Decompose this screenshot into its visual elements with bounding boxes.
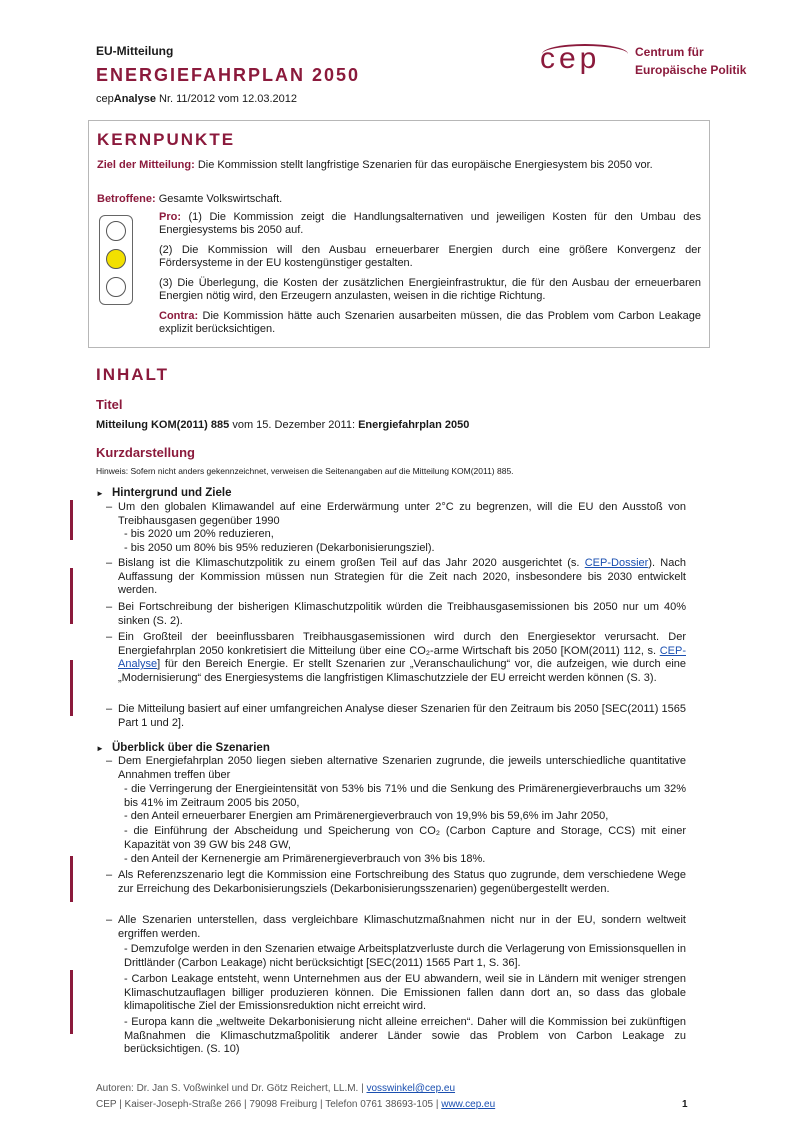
dash-bullet-icon: –	[106, 557, 113, 569]
ref-bold: Analyse	[113, 93, 156, 105]
traffic-light-bottom	[106, 277, 126, 297]
analysis-reference	[96, 92, 297, 106]
kp-pro-1-text: (1) Die Kommission zeigt die Handlungsalternativen und jeweiligen Kosten für den Umbau des Energiesystems bis 2050 auf.	[159, 211, 701, 236]
document-title: ENERGIEFAHRPLAN 2050	[96, 65, 361, 85]
sub-item: - Demzufolge werden in den Szenarien etwaige Arbeitsplatzverluste durch die Verlagerung von Emissionsquellen in Drittländer (Carbon Leakage) nicht berücksichtigt [SEC(2011) 1565 Part 1, S. 36].	[124, 943, 686, 969]
list-item	[106, 755, 686, 782]
list-item	[106, 557, 686, 598]
list-item	[106, 914, 686, 941]
sub-item: - Europa kann die „weltweite Dekarbonisierung nicht alleine erreichen“. Daher will die Kommission bei zukünftigen Maßnahmen die Klimaschutzmaßpolitik anderer Länder sowie das Problem von Carbon Leakage zu berücksichtigen. (S. 10)	[124, 1016, 686, 1056]
footer-address	[96, 1098, 495, 1112]
sub-item: - den Anteil der Kernenergie am Primärenergieverbrauch von 3% bis 18%.	[124, 853, 486, 865]
kp-contra-label: Contra:	[159, 310, 199, 322]
footer-address-text: CEP | Kaiser-Joseph-Straße 266 | 79098 Freiburg | Telefon 0761 38693-105 |	[96, 1099, 442, 1110]
page-number: 1	[682, 1099, 688, 1110]
triangle-bullet-icon: ►	[96, 489, 104, 498]
kp-pro-label: Pro:	[159, 211, 181, 223]
hinweis-note: Hinweis: Sofern nicht anders gekennzeichnet, verweisen die Seitenangaben auf die Mitteilung KOM(2011) 885.	[96, 466, 514, 476]
list-item-text: Alle Szenarien unterstellen, dass vergleichbare Klimaschutzmaßnahmen nicht nur in der EU, sondern weltweit ergriffen werden.	[118, 914, 686, 940]
margin-bar	[70, 970, 73, 1034]
list-item-text: Bei Fortschreibung der bisherigen Klimaschutzpolitik würden die Treibhausgasemissionen bis 2050 nur um 40% sinken (S. 2).	[118, 601, 686, 627]
list-item-text: Dem Energiefahrplan 2050 liegen sieben alternative Szenarien zugrunde, die jeweils unterschiedliche quantitative Annahmen treffen über	[118, 755, 686, 781]
section-heading-szenarien	[96, 741, 270, 756]
cep-logo	[540, 42, 770, 92]
kp-betroffene-text: Gesamte Volkswirtschaft.	[155, 193, 283, 205]
sub-item: - die Verringerung der Energieintensität von 53% bis 71% und die Senkung des Primärenergieverbrauchs um 32% bis 41% im Zeitraum 2005 bis 2050,	[124, 783, 686, 809]
list-item	[106, 601, 686, 628]
author-email-link[interactable]: vosswinkel@cep.eu	[366, 1083, 456, 1094]
list-item-text: Als Referenzszenario legt die Kommission eine Fortschreibung des Status quo zugrunde, dem verschiedene Wege zur Erreichung des Dekarbonisierungsziels (Dekarbonisierungsszenarien) gegenübergestellt werden.	[118, 869, 686, 895]
kp-pro-3: (3) Die Überlegung, die Kosten der zusätzlichen Energieinfrastruktur, die für den Ausbau der erneuerbaren Energien nötig wird, den Erzeugern anzulasten, weisen in die richtige Richtung.	[159, 277, 701, 302]
traffic-light-icon	[99, 215, 133, 305]
dash-bullet-icon: –	[106, 755, 113, 767]
ref-rest: Nr. 11/2012 vom 12.03.2012	[155, 93, 298, 105]
section-heading-text: Überblick über die Szenarien	[112, 742, 270, 754]
website-link[interactable]: www.cep.eu	[441, 1099, 496, 1110]
kp-betroffene	[97, 193, 701, 206]
traffic-light-middle	[106, 249, 126, 269]
list-item-text: Bislang ist die Klimaschutzpolitik zu einem großen Teil auf das Jahr 2020 ausgerichtet (s.	[118, 557, 585, 569]
dash-bullet-icon: –	[106, 914, 113, 926]
logo-text-line2: Europäische Politik	[635, 63, 747, 77]
kurzdarstellung-heading: Kurzdarstellung	[96, 445, 195, 460]
triangle-bullet-icon: ►	[96, 744, 104, 753]
cep-dossier-link[interactable]: CEP-Dossier	[584, 557, 649, 569]
kp-pro-1	[159, 211, 701, 237]
logo-text-line1: Centrum für	[635, 45, 704, 59]
section-heading-text: Hintergrund und Ziele	[112, 487, 232, 499]
footer-authors	[96, 1082, 455, 1096]
dash-bullet-icon: –	[106, 631, 113, 643]
logo-mark: cep	[540, 42, 601, 75]
inhalt-title: INHALT	[96, 365, 170, 384]
sub-item: - bis 2050 um 80% bis 95% reduzieren (Dekarbonisierungsziel).	[124, 542, 435, 554]
section-heading-hintergrund	[96, 486, 231, 501]
sub-item: - bis 2020 um 20% reduzieren,	[124, 528, 274, 540]
kernpunkte-title: KERNPUNKTE	[97, 130, 236, 149]
list-item-text: ). Nach Auffassung der Kommission müssen nun Strategien für die Zeit nach 2020, insbesondere bis 2030 entwickelt werden.	[118, 557, 686, 597]
footer-authors-text: Autoren: Dr. Jan S. Voßwinkel und Dr. Götz Reichert, LL.M. |	[96, 1083, 367, 1094]
dash-bullet-icon: –	[106, 601, 113, 613]
sub-item: - die Einführung der Abscheidung und Speicherung von CO₂ (Carbon Capture and Storage, CCS) mit einer Kapazität von 39 GW bis 248 GW,	[124, 825, 686, 851]
kp-ziel	[97, 159, 701, 172]
titel-heading: Titel	[96, 397, 123, 412]
dash-bullet-icon: –	[106, 869, 113, 881]
kp-contra	[159, 310, 701, 336]
margin-bar	[70, 660, 73, 716]
kernpunkte-box	[88, 120, 710, 348]
list-item	[106, 501, 686, 528]
titel-name: Energiefahrplan 2050	[358, 419, 470, 431]
dash-bullet-icon: –	[106, 703, 113, 715]
kp-contra-text: Die Kommission hätte auch Szenarien ausarbeiten müssen, die das Problem vom Carbon Leakage explizit berücksichtigen.	[159, 310, 701, 335]
kp-ziel-label: Ziel der Mitteilung:	[97, 159, 195, 171]
ref-prefix: cep	[96, 93, 114, 105]
margin-bar	[70, 568, 73, 624]
titel-kom: Mitteilung KOM(2011) 885	[96, 419, 230, 431]
margin-bar	[70, 856, 73, 902]
list-item-text: ] für den Bereich Energie. Er stellt Szenarien zur „Veranschaulichung“ vor, die aufzeigen, wie durch eine „Modernisierung“ des Energiesystems die langfristigen Klimaschutzziele der EU erreicht werden können (S. 3).	[118, 658, 686, 684]
list-item	[106, 703, 686, 730]
kp-pro-2: (2) Die Kommission will den Ausbau erneuerbarer Energien durch eine größere Konvergenz der Fördersysteme in der EU kostengünstiger gestalten.	[159, 244, 701, 269]
list-item-text: Um den globalen Klimawandel auf eine Erderwärmung unter 2°C zu begrenzen, will die EU den Ausstoß von Treibhausgasen gegenüber 1990	[118, 501, 686, 527]
margin-bar	[70, 500, 73, 540]
list-item-text: Die Mitteilung basiert auf einer umfangreichen Analyse dieser Szenarien für den Zeitraum bis 2050 [SEC(2011) 1565 Part 1 und 2].	[118, 703, 686, 729]
sub-item: - den Anteil erneuerbarer Energien am Primärenergieverbrauch von 19,9% bis 59,6% im Jahr 2050,	[124, 810, 609, 822]
list-item-text: Ein Großteil der beeinflussbaren Treibhausgasemissionen wird durch den Energiesektor verursacht. Der Energiefahrplan 2050 konkretisiert die Mitteilung über eine CO₂-arme Wirtschaft bis 2050 [KOM(2011) 112, s.	[118, 631, 686, 657]
titel-date: vom 15. Dezember 2011:	[229, 419, 359, 431]
cep-analyse-link[interactable]: CEP-Analyse	[118, 644, 686, 671]
kp-betroffene-label: Betroffene:	[97, 193, 156, 205]
list-item	[106, 631, 686, 685]
dash-bullet-icon: –	[106, 501, 113, 513]
titel-line	[96, 418, 469, 432]
list-item	[106, 869, 686, 896]
kp-ziel-text: Die Kommission stellt langfristige Szenarien für das europäische Energiesystem bis 2050 vor.	[194, 159, 653, 171]
traffic-light-top	[106, 221, 126, 241]
sub-item: - Carbon Leakage entsteht, wenn Unternehmen aus der EU abwandern, weil sie in Ländern mit weniger strengen Klimaschutzauflagen billiger produzieren können. Die Emissionen fallen dann dort an, so dass das globale klimapolitische Ziel der Emissionsreduktion nicht erreicht wird.	[124, 973, 686, 1013]
document-type: EU-Mitteilung	[96, 44, 174, 58]
